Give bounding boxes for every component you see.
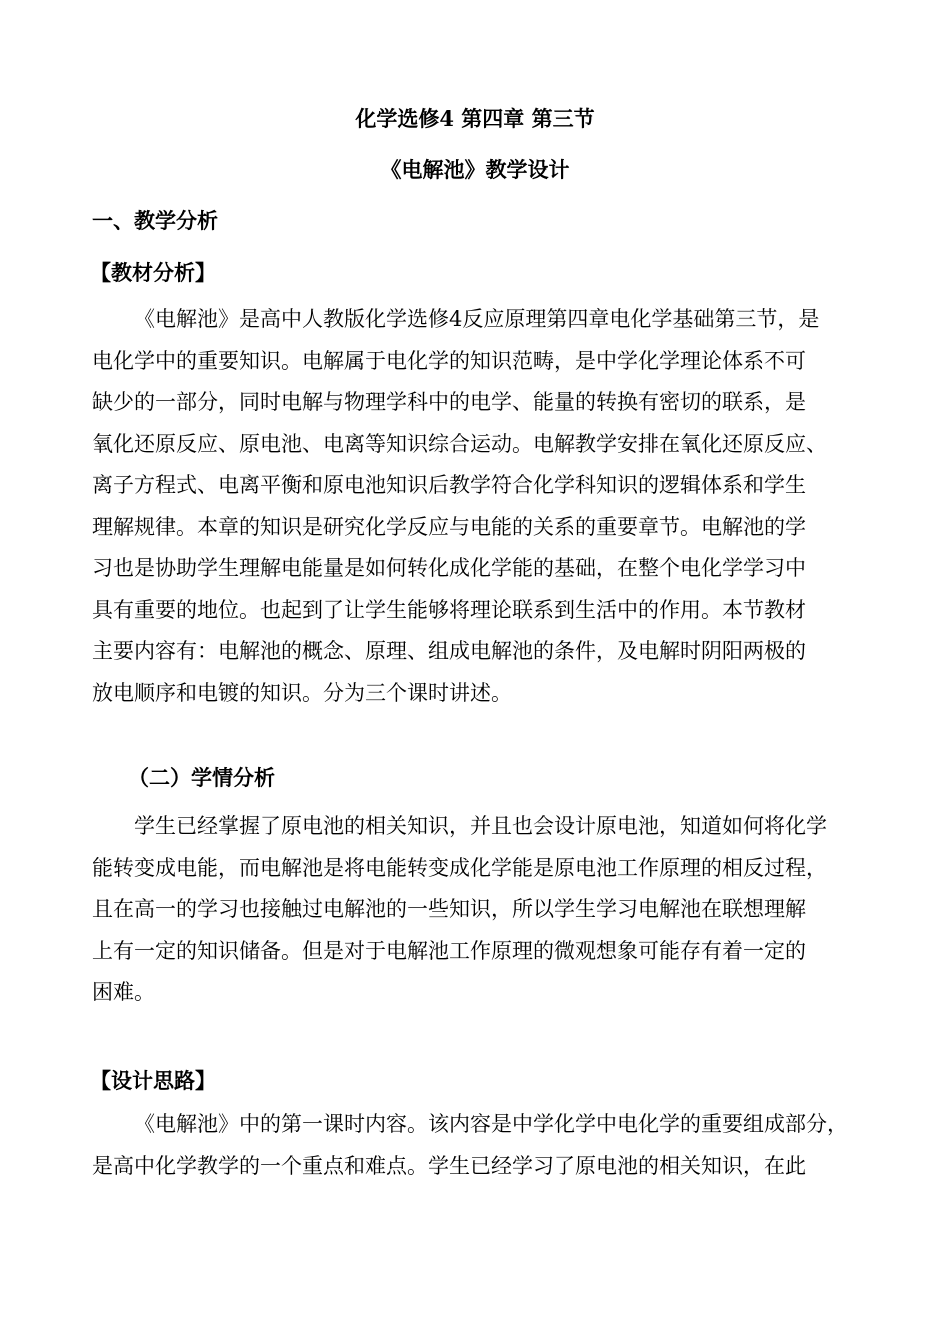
text-line: 主要内容有：电解池的概念、原理、组成电解池的条件，及电解时阴阳两极的 bbox=[92, 639, 806, 663]
text-line: 上有一定的知识储备。但是对于电解池工作原理的微观想象可能存有着一定的 bbox=[92, 938, 806, 963]
paragraph-student-analysis bbox=[92, 806, 862, 1014]
document-subtitle: 《电解池》教学设计 bbox=[380, 157, 570, 182]
text-line: 放电顺序和电镀的知识。分为三个课时讲述。 bbox=[92, 680, 512, 705]
text-line: 能转变成电能，而电解池是将电能转变成化学能是原电池工作原理的相反过程， bbox=[92, 855, 827, 880]
text-line: 学生已经掌握了原电池的相关知识，并且也会设计原电池，知道如何将化学 bbox=[134, 814, 827, 838]
text-line: 离子方程式、电离平衡和原电池知识后教学符合化学科知识的逻辑体系和学生 bbox=[92, 473, 806, 497]
subheading-textbook-analysis: 【教材分析】 bbox=[90, 260, 216, 285]
text-line: 困难。 bbox=[92, 980, 155, 1004]
text-line: 电化学中的重要知识。电解属于电化学的知识范畴，是中学化学理论体系不可 bbox=[92, 348, 806, 373]
text-line: 《电解池》是高中人教版化学选修4反应原理第四章电化学基础第三节，是 bbox=[134, 307, 820, 331]
paragraph-design-approach bbox=[92, 1104, 862, 1187]
text-line: 具有重要的地位。也起到了让学生能够将理论联系到生活中的作用。本节教材 bbox=[92, 597, 806, 622]
text-line: 且在高一的学习也接触过电解池的一些知识，所以学生学习电解池在联想理解 bbox=[92, 897, 806, 921]
text-line: 氧化还原反应、原电池、电离等知识综合运动。电解教学安排在氧化还原反应、 bbox=[92, 431, 827, 456]
subheading-design-approach: 【设计思路】 bbox=[90, 1068, 216, 1093]
text-line: 《电解池》中的第一课时内容。该内容是中学化学中电化学的重要组成部分， bbox=[134, 1112, 848, 1136]
document-title: 化学选修4 第四章 第三节 bbox=[355, 106, 595, 131]
subheading-student-analysis: （二）学情分析 bbox=[128, 765, 275, 790]
text-line: 习也是协助学生理解电能量是如何转化成化学能的基础，在整个电化学学习中 bbox=[92, 556, 806, 580]
text-line: 是高中化学教学的一个重点和难点。学生已经学习了原电池的相关知识，在此 bbox=[92, 1153, 806, 1178]
paragraph-textbook-analysis bbox=[92, 299, 862, 714]
text-line: 理解规律。本章的知识是研究化学反应与电能的关系的重要章节。电解池的学 bbox=[92, 514, 806, 539]
text-line: 缺少的一部分，同时电解与物理学科中的电学、能量的转换有密切的联系，是 bbox=[92, 390, 806, 414]
section-heading-teaching-analysis: 一、教学分析 bbox=[92, 208, 218, 233]
